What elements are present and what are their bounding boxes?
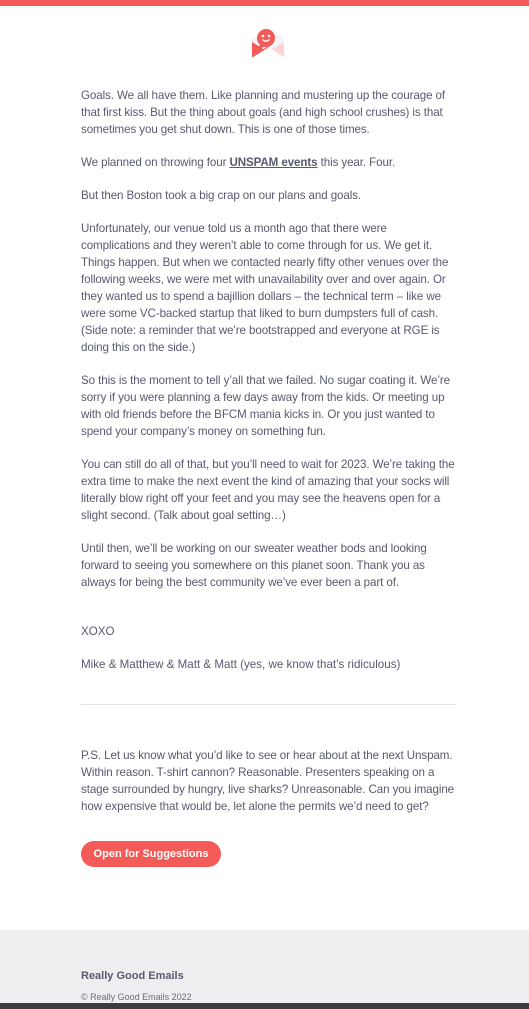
postscript [81,747,458,831]
signoff: XOXO [81,625,115,638]
paragraph-venue: Unfortunately, our venue told us a month ago that there were complications and they weren’t able to come through for us. We get it. Things happen. But when we contacted nearly fifty other venues over the following weeks, we were met with unavailability over and over again. Or they wanted us to spend a bajillion dollars – the technical term – like we were some VC-backed startup that liked to burn dumpsters full of cash. (Side note: a reminder that we’re bootstrapped and everyone at RGE is doing this on the side.) [81,222,449,354]
paragraph-until-then: Until then, we’ll be working on our sweater weather bods and looking forward to seeing you somewhere on this planet soon. Thank you as always for being the best community we’ve ever been a part of. [81,542,427,589]
paragraph-2023: You can still do all of that, but you’ll need to wait for 2023. We’re taking the extra time to make the next event the kind of amazing that your socks will literally blow right off your feet and you may see the heavens open for a slight second. (Talk about goal setting…) [81,458,455,522]
envelope-smiley-icon [250,25,286,59]
top-accent-bar [0,0,529,6]
open-for-suggestions-button[interactable]: Open for Suggestions [81,841,221,867]
ps-text: P.S. Let us know what you’d like to see or hear about at the next Unspam. Within reason. T-shirt cannon? Reasonable. Presenters speaking on a stage surrounded by hungry, live sharks? Unreasonable. Can you imagine how expensive that would be, let alone the permits we’d need to get? [81,749,455,813]
email-body [81,87,458,673]
bottom-bar [0,1003,529,1009]
paragraph-boston: But then Boston took a big crap on our plans and goals. [81,189,362,202]
divider [81,704,456,705]
unspam-events-link[interactable]: UNSPAM events [229,156,318,169]
signature: Mike & Matthew & Matt & Matt (yes, we know that’s ridiculous) [81,658,401,671]
paragraph-intro: Goals. We all have them. Like planning and mustering up the courage of that first kiss. But the thing about goals (and high school crushes) is that sometimes you get shut down. This is one of those times. [81,89,446,136]
footer [0,930,529,1009]
paragraph-apology: So this is the moment to tell y’all that we failed. No sugar coating it. We’re sorry if you were planning a few days away from the kids. Or meeting up with old friends before the BFCM mania kicks in. Or you just wanted to spend your company’s money on something fun. [81,374,450,438]
footer-copyright: © Really Good Emails 2022 [81,992,192,1002]
paragraph-events: We planned on throwing four UNSPAM events this year. Four. [81,156,396,169]
footer-brand: Really Good Emails [81,970,184,982]
